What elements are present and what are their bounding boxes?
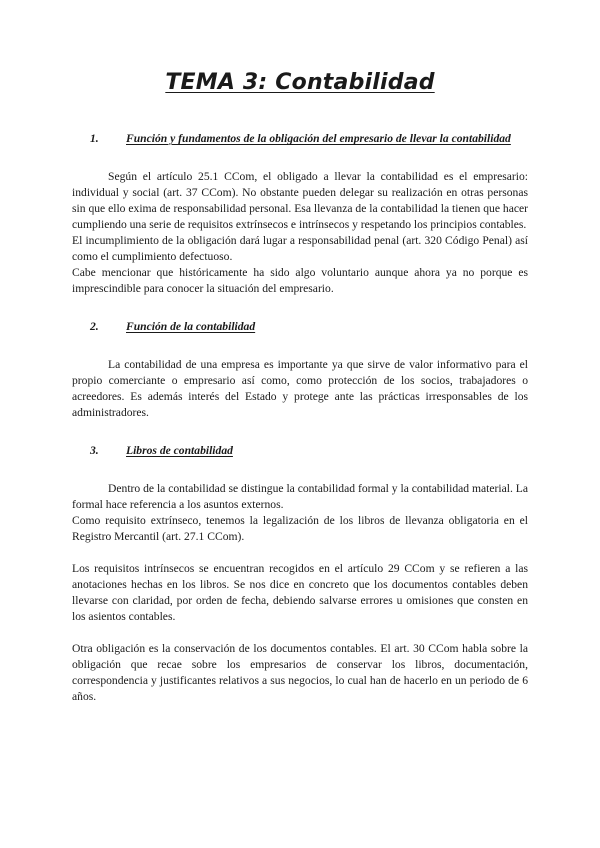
paragraph: Cabe mencionar que históricamente ha sido algo voluntario aunque ahora ya no porque es imprescindible para conocer la situación del empresario. — [72, 266, 528, 295]
section-number: 2. — [90, 320, 99, 333]
section-heading-3 — [72, 443, 528, 459]
document-body — [72, 131, 528, 705]
section-number: 3. — [90, 444, 99, 457]
paragraph: Según el artículo 25.1 CCom, el obligado a llevar la contabilidad es el empresario: individual y social (art. 37 CCom). No obstante pueden delegar su realización en otras personas sin que ello exima de responsabilidad personal. Esa llevanza de la contabilidad la tienen que hacer cumpliendo una serie de requisitos extrínsecos e intrínsecos y respetando los principios contables. — [72, 170, 528, 231]
section-title: Función de la contabilidad — [126, 320, 256, 333]
section-title: Libros de contabilidad — [126, 444, 233, 457]
paragraph: La contabilidad de una empresa es importante ya que sirve de valor informativo para el propio comerciante o empresario así como, como protección de los socios, trabajadores o acreedores. Es además interés del Estado y protege ante las prácticas irresponsables de los administradores. — [72, 358, 528, 419]
paragraph: Dentro de la contabilidad se distingue la contabilidad formal y la contabilidad material. La formal hace referencia a los asuntos externos. — [72, 482, 528, 511]
section-number: 1. — [90, 132, 99, 145]
section-title: Función y fundamentos de la obligación del empresario de llevar la contabilidad — [126, 132, 511, 145]
paragraph: Como requisito extrínseco, tenemos la legalización de los libros de llevanza obligatoria en el Registro Mercantil (art. 27.1 CCom). — [72, 514, 528, 543]
paragraph: Otra obligación es la conservación de los documentos contables. El art. 30 CCom habla sobre la obligación que recae sobre los empresarios de conservar los libros, documentación, correspondencia y justificantes relativos a sus negocios, lo cual han de hacerlo en un periodo de 6 años. — [72, 642, 528, 703]
page-title: TEMA 3: Contabilidad — [165, 70, 435, 95]
section-heading-2 — [72, 319, 528, 335]
section-heading-1 — [72, 131, 528, 147]
paragraph: El incumplimiento de la obligación dará lugar a responsabilidad penal (art. 320 Código Penal) así como el cumplimiento defectuoso. — [72, 234, 528, 263]
paragraph: Los requisitos intrínsecos se encuentran recogidos en el artículo 29 CCom y se refieren a las anotaciones hechas en los libros. Se nos dice en concreto que los documentos contables deben llevarse con claridad, por orden de fecha, debiendo salvarse errores u omisiones que consten en los asientos contables. — [72, 562, 528, 623]
